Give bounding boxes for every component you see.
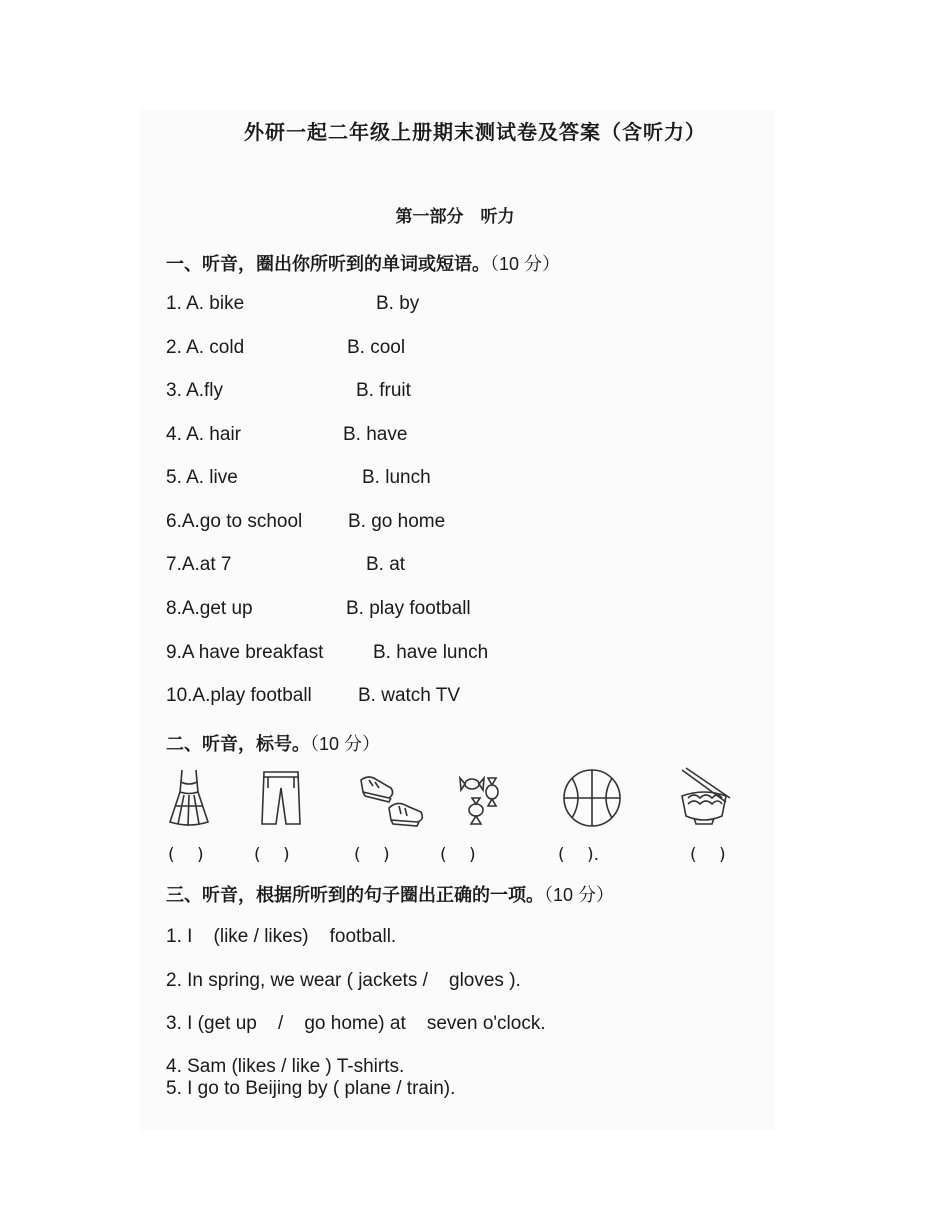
basketball-icon: [560, 766, 624, 830]
section1-score: （10 分）: [490, 254, 561, 274]
list-item: [166, 511, 726, 537]
noodles-icon: [674, 766, 734, 830]
section1-heading: [166, 250, 560, 276]
sentence-item: 5. I go to Beijing by ( plane / train).: [166, 1078, 456, 1099]
list-item: [166, 293, 726, 319]
section2-heading-text: 二、听音，标号。: [166, 734, 310, 755]
list-item: [166, 642, 726, 668]
option-b[interactable]: B. have: [343, 424, 408, 445]
answer-blank-6[interactable]: ( ): [690, 845, 726, 865]
answer-blank-4[interactable]: ( ): [440, 845, 476, 865]
option-b[interactable]: B. have lunch: [373, 642, 489, 663]
list-item: [166, 380, 726, 406]
section2-heading: [166, 730, 380, 756]
list-item: [166, 467, 726, 493]
answer-blank-3[interactable]: ( ): [354, 845, 390, 865]
sneakers-icon: [355, 766, 427, 830]
section3-score: （10 分）: [544, 885, 615, 905]
page-title: 外研一起二年级上册期末测试卷及答案（含听力）: [244, 120, 706, 144]
sentence-item: 4. Sam (likes / like ) T-shirts.: [166, 1056, 405, 1077]
part-title: 第一部分 听力: [395, 207, 515, 227]
option-b[interactable]: B. fruit: [356, 380, 411, 401]
option-a[interactable]: 5. A. live: [166, 467, 238, 488]
candy-icon: [458, 766, 506, 830]
answer-blank-2[interactable]: ( ): [254, 845, 290, 865]
section3-heading-text: 三、听音，根据所听到的句子圈出正确的一项。: [166, 885, 544, 906]
option-b[interactable]: B. cool: [347, 337, 406, 358]
section1-heading-text: 一、听音，圈出你所听到的单词或短语。: [166, 254, 490, 275]
dress-icon: [164, 766, 214, 830]
answer-blank-5[interactable]: ( ).: [558, 845, 600, 865]
option-a[interactable]: 8.A.get up: [166, 598, 253, 619]
option-a[interactable]: 1. A. bike: [166, 293, 245, 314]
option-b[interactable]: B. watch TV: [358, 685, 461, 706]
option-a[interactable]: 2. A. cold: [166, 337, 245, 358]
list-item: [166, 685, 726, 711]
section3-heading: [166, 881, 614, 907]
option-b[interactable]: B. at: [366, 554, 406, 575]
sentence-item: 2. In spring, we wear ( jackets / gloves ).: [166, 970, 521, 991]
list-item: [166, 598, 726, 624]
option-b[interactable]: B. go home: [348, 511, 446, 532]
option-a[interactable]: 9.A have breakfast: [166, 642, 324, 663]
answer-blank-1[interactable]: ( ): [168, 845, 204, 865]
list-item: [166, 424, 726, 450]
option-a[interactable]: 3. A.fly: [166, 380, 224, 401]
list-item: [166, 337, 726, 363]
option-a[interactable]: 4. A. hair: [166, 424, 241, 445]
option-b[interactable]: B. by: [376, 293, 420, 314]
option-a[interactable]: 10.A.play football: [166, 685, 312, 706]
list-item: [166, 554, 726, 580]
option-b[interactable]: B. play football: [346, 598, 471, 619]
sentence-item: 3. I (get up / go home) at seven o'clock.: [166, 1013, 546, 1034]
option-b[interactable]: B. lunch: [362, 467, 431, 488]
option-a[interactable]: 7.A.at 7: [166, 554, 232, 575]
option-a[interactable]: 6.A.go to school: [166, 511, 303, 532]
section2-score: （10 分）: [310, 734, 381, 754]
trousers-icon: [254, 766, 308, 830]
sentence-item: 1. I (like / likes) football.: [166, 926, 397, 947]
